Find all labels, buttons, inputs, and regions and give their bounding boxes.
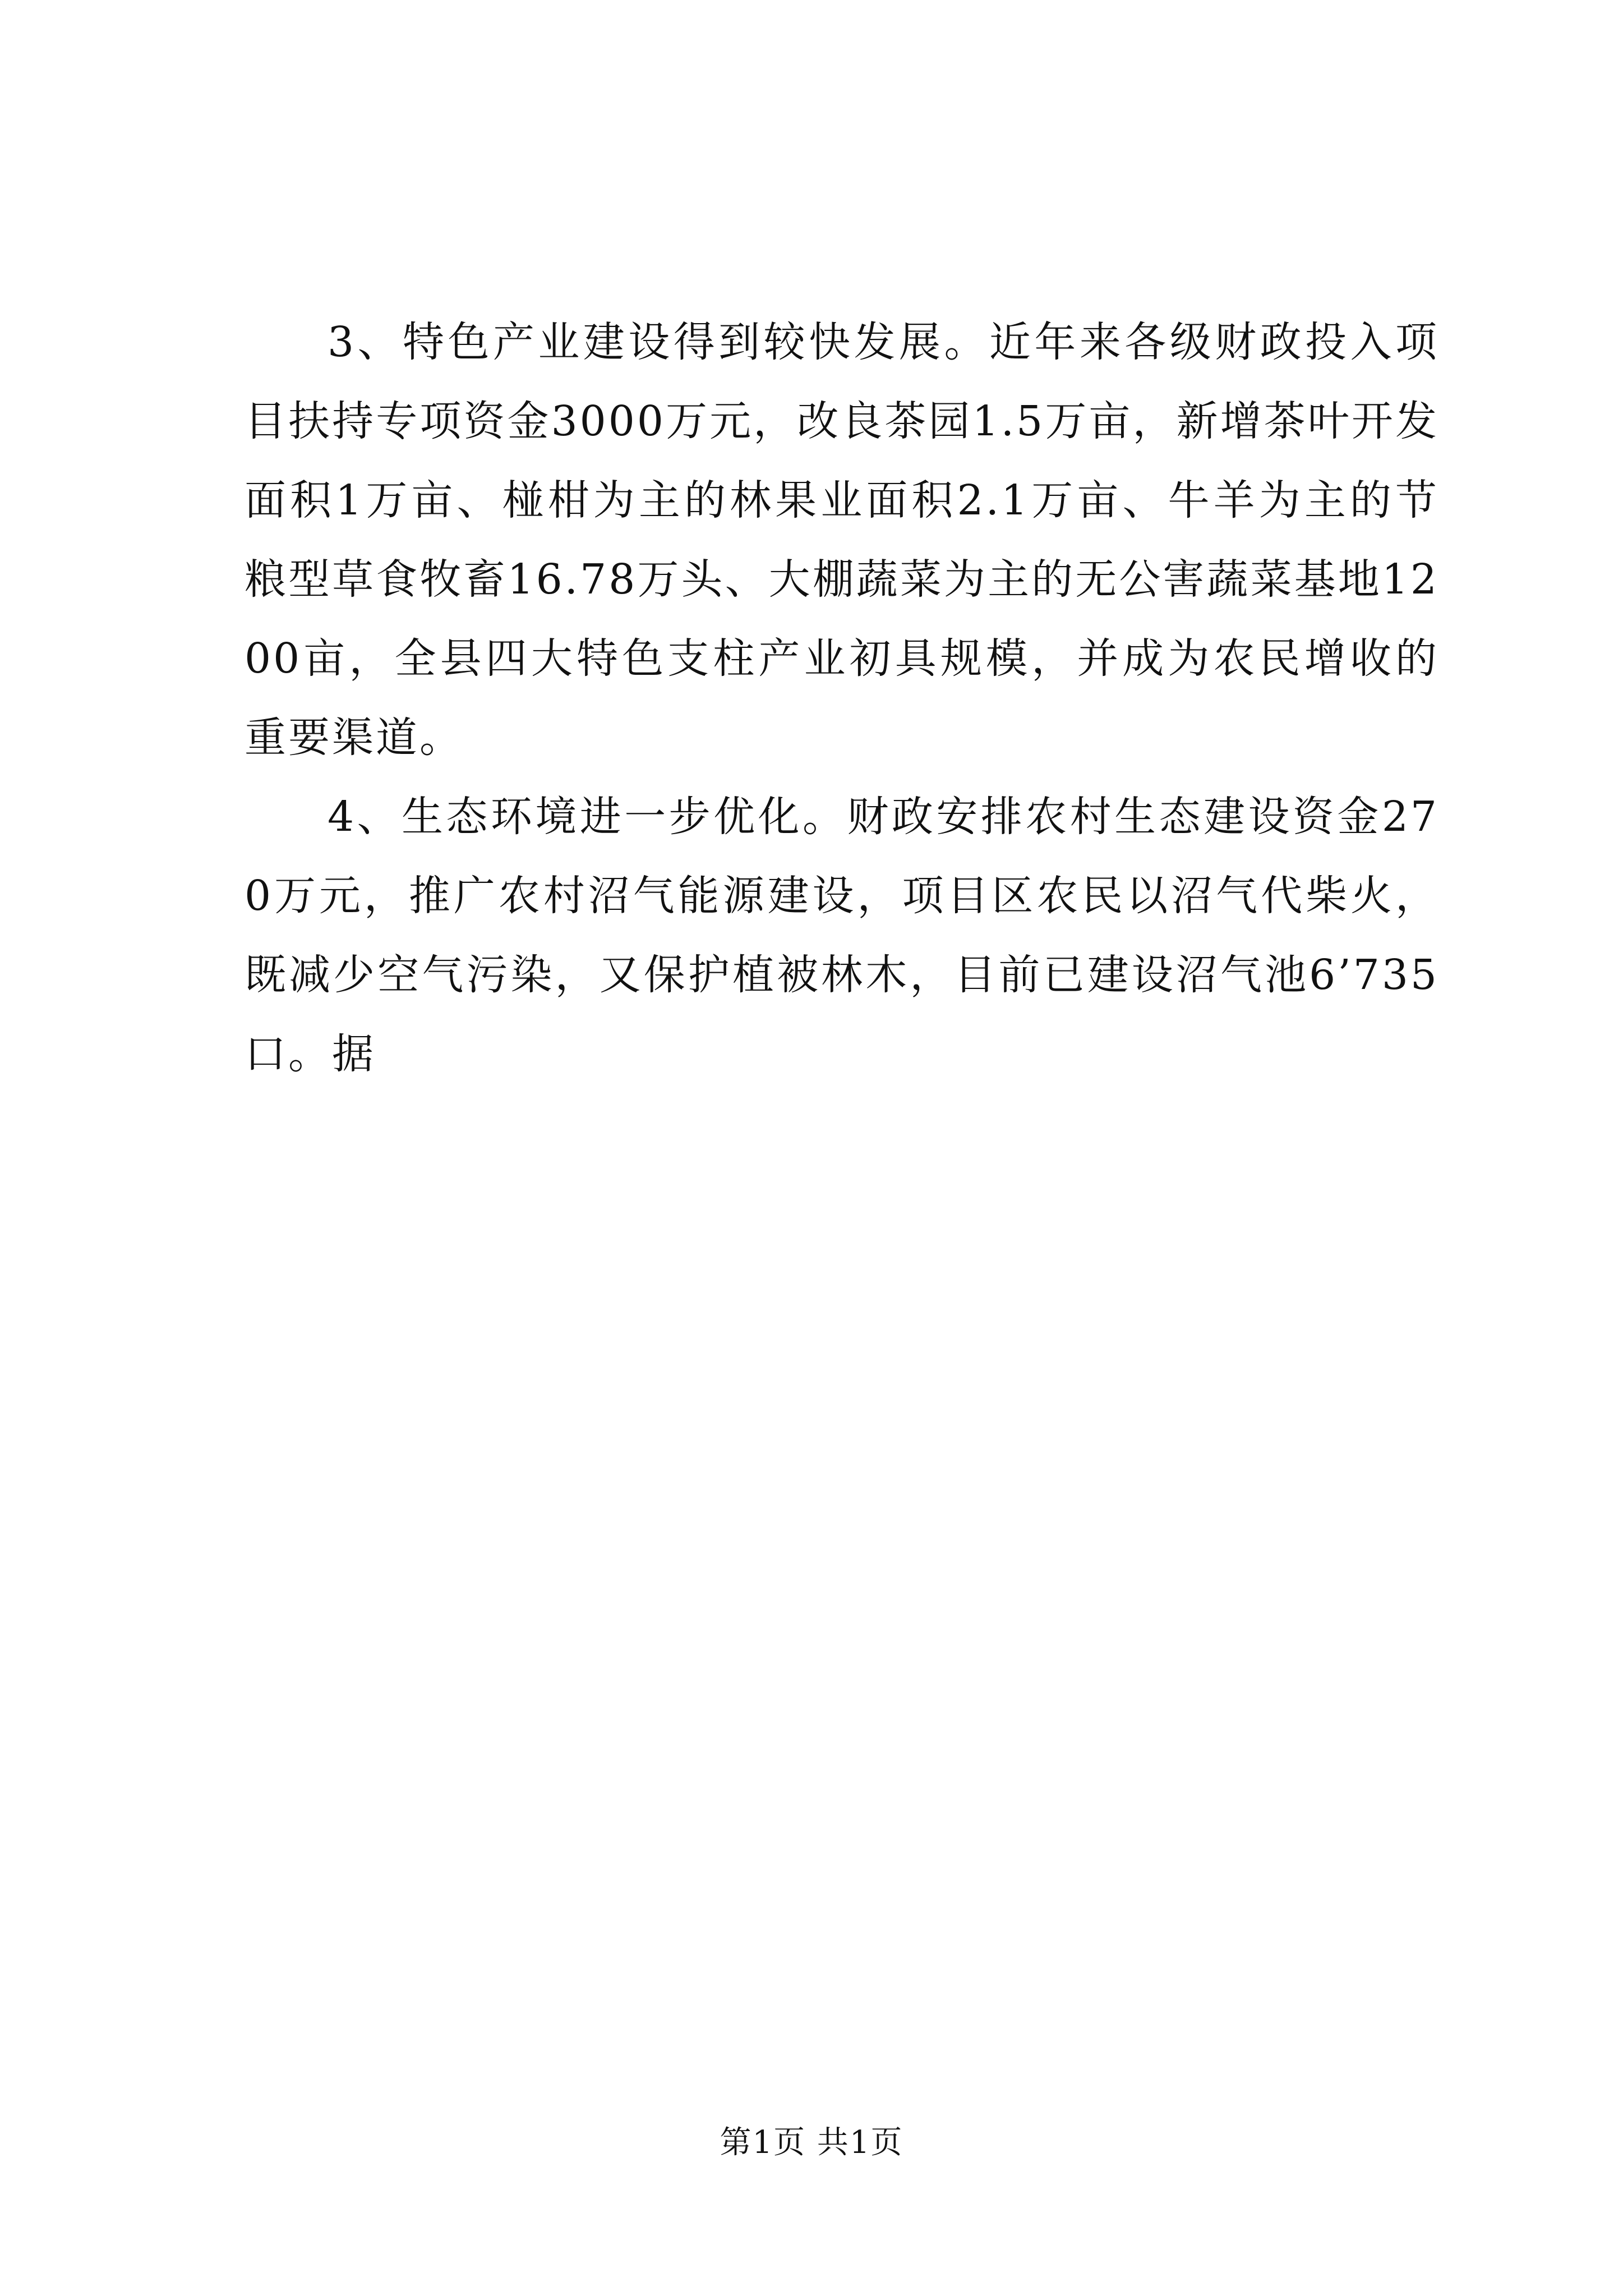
- page-number-footer: 第1页 共1页: [720, 2124, 903, 2161]
- document-body: [245, 303, 1439, 1094]
- paragraph-specialty-industry: 3、特色产业建设得到较快发展。近年来各级财政投入项目扶持专项资金3000万元，改良茶园1.5万亩，新增茶叶开发面积1万亩、椪柑为主的林果业面积2.1万亩、牛羊为主的节粮型草食牧畜16.78万头、大棚蔬菜为主的无公害蔬菜基地1200亩，全县四大特色支柱产业初具规模，并成为农民增收的重要渠道。: [245, 318, 1439, 762]
- paragraph-ecological-environment: 4、生态环境进一步优化。财政安排农村生态建设资金270万元，推广农村沼气能源建设，项目区农民以沼气代柴火，既减少空气污染，又保护植被林木，目前已建设沼气池6’735口。据: [245, 793, 1439, 1078]
